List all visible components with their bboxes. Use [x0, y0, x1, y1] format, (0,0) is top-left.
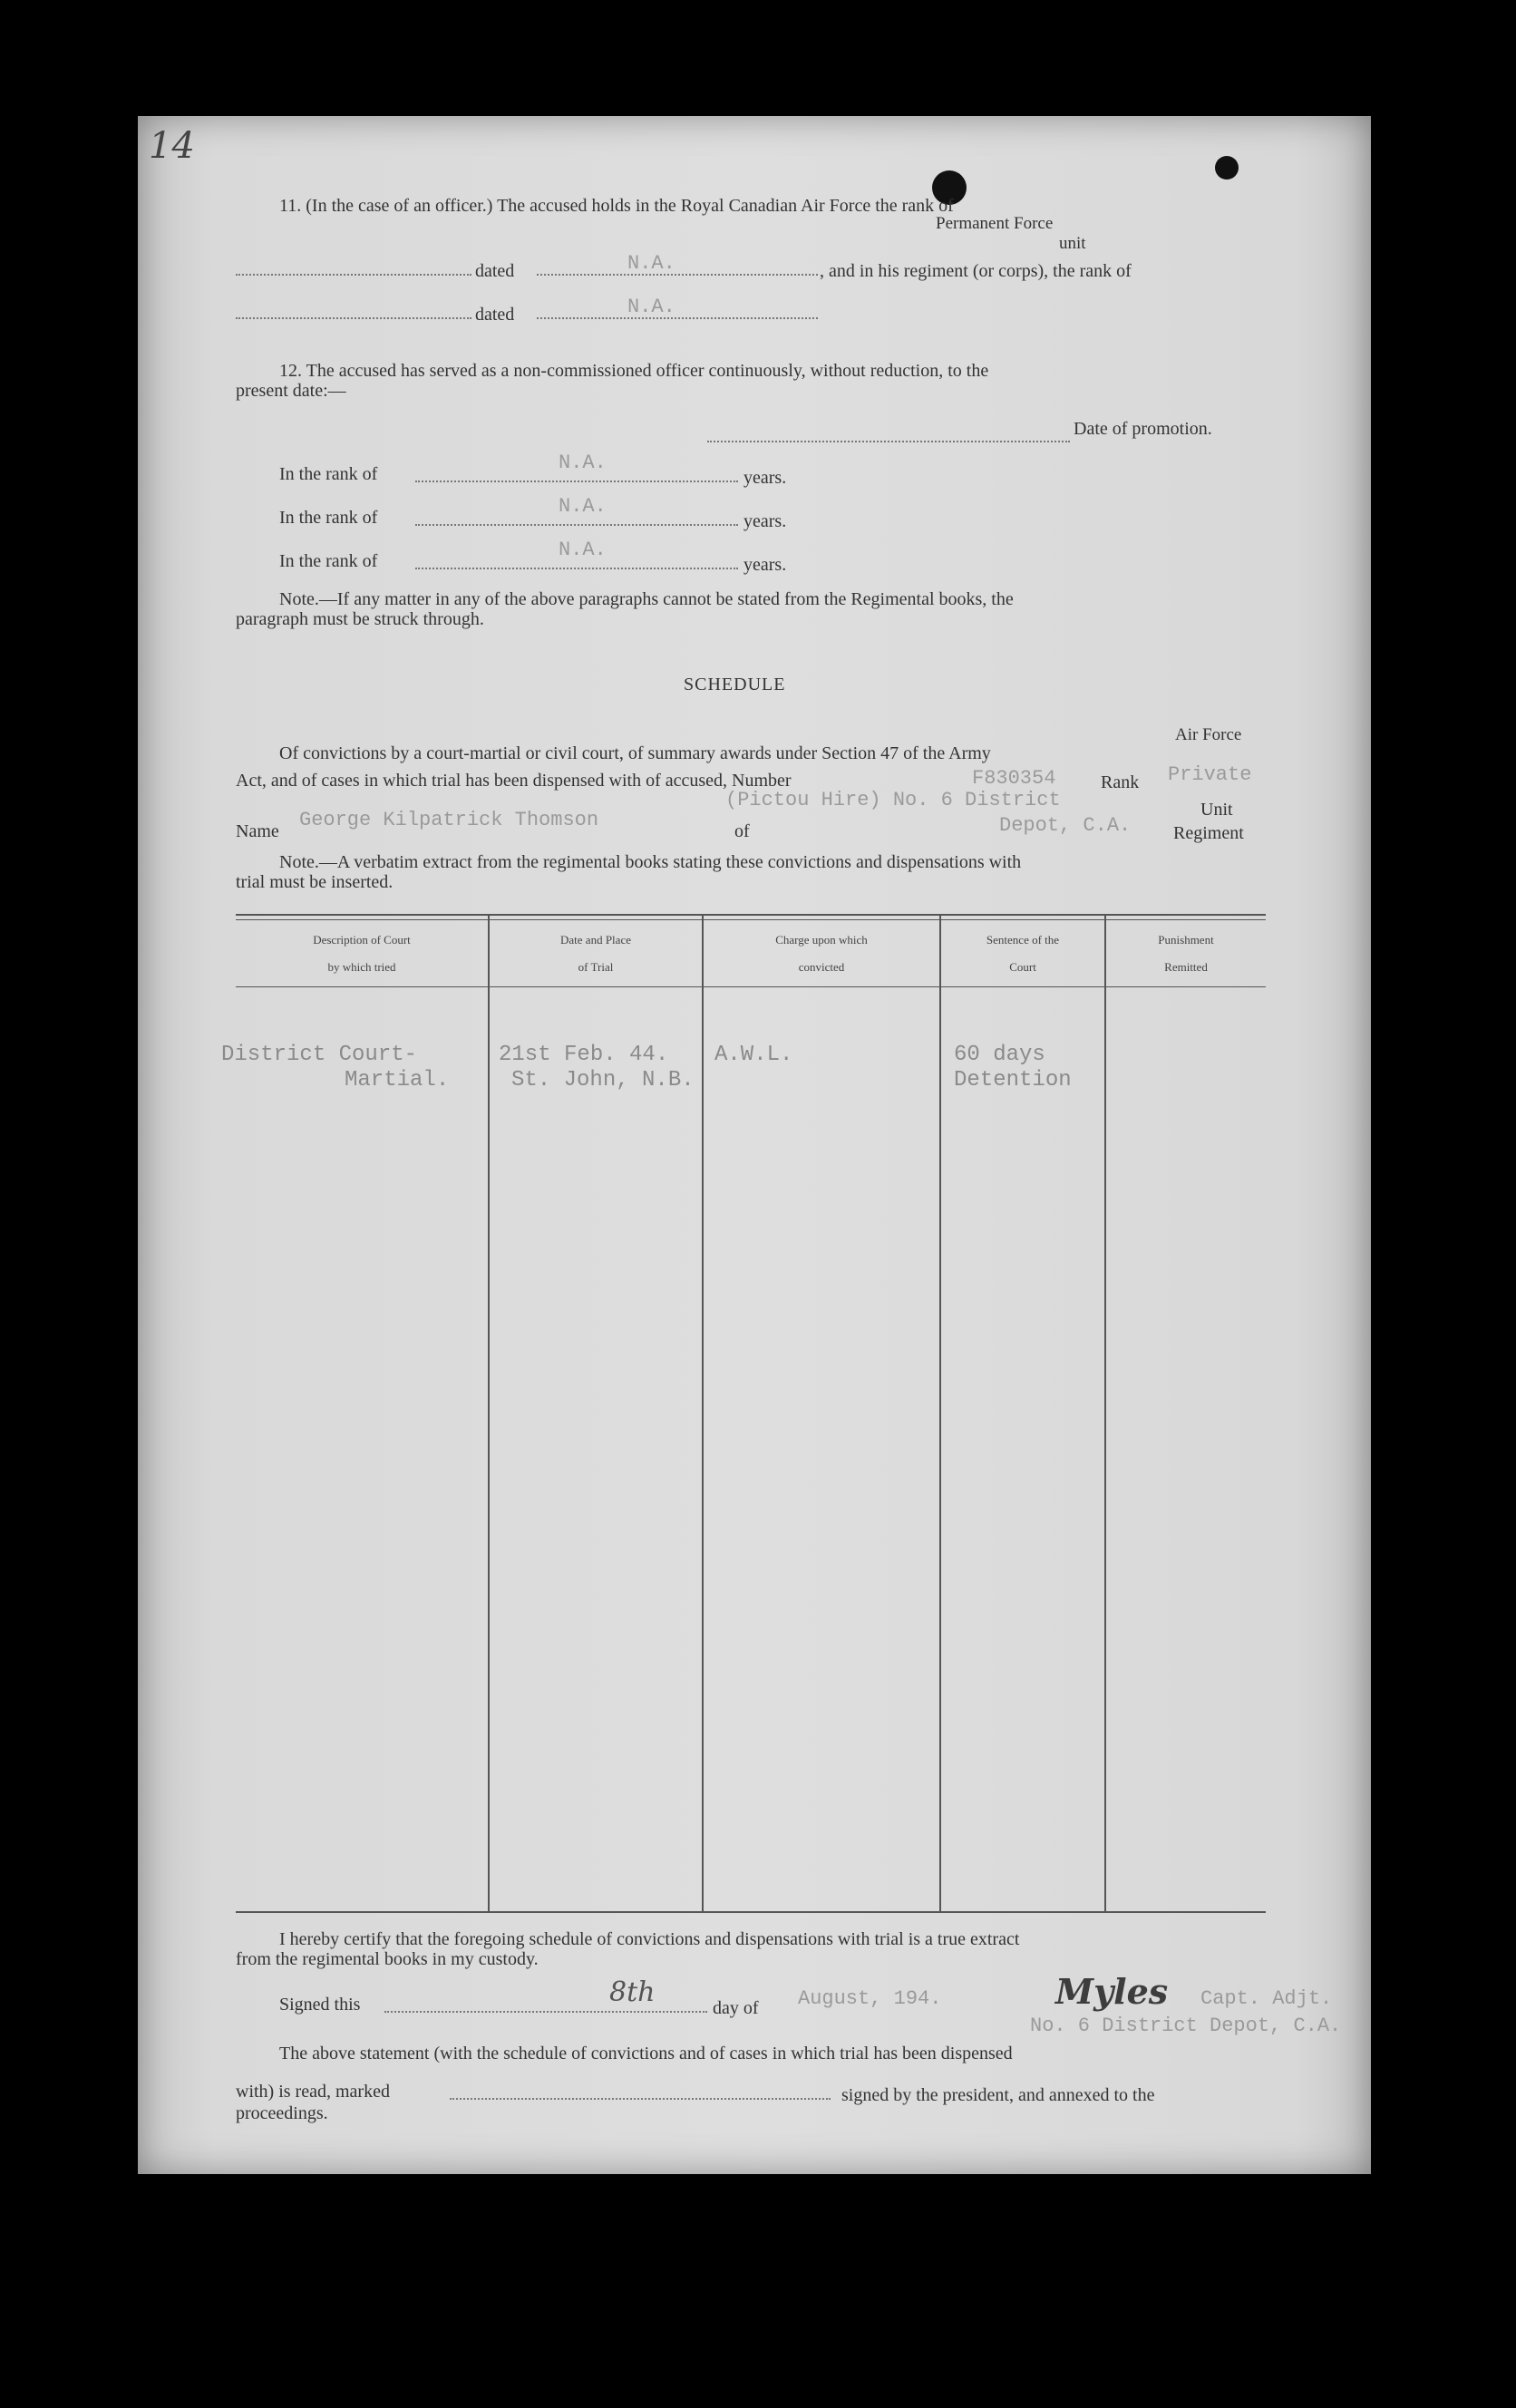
note1-line2: paragraph must be struck through.: [236, 609, 484, 629]
header-text: Charge upon which: [775, 933, 868, 947]
air-force-label: Air Force: [1175, 725, 1242, 744]
para11-dated-value: N.A.: [627, 252, 675, 275]
para11-dated2-value: N.A.: [627, 296, 675, 318]
rank-row-unit: years.: [743, 468, 787, 488]
dotted-line: [415, 481, 738, 482]
signature: Myles: [1055, 1971, 1169, 2012]
signed-label: Signed this: [279, 1995, 361, 2015]
document-page: [138, 116, 1371, 2174]
of-label: of: [734, 821, 750, 841]
para11-text: 11. (In the case of an officer.) The accused holds in the Royal Canadian Air Force the rank of: [279, 196, 954, 216]
header-text: Punishment: [1158, 933, 1214, 947]
court-description: Martial.: [345, 1068, 450, 1092]
dotted-line: [707, 441, 1070, 442]
name-label: Name: [236, 821, 279, 841]
schedule-heading: SCHEDULE: [684, 675, 786, 694]
para11-dated-label: dated: [475, 261, 515, 281]
header-text: Sentence of the: [986, 933, 1060, 947]
rank-row-label: In the rank of: [279, 464, 378, 484]
table-column-divider: [939, 914, 941, 1911]
rank-row-label: In the rank of: [279, 508, 378, 528]
regiment-label: Regiment: [1173, 823, 1244, 843]
rank-row-unit: years.: [743, 511, 787, 531]
accused-number: F830354: [972, 767, 1056, 790]
table-top-rule: [236, 914, 1266, 916]
header-text: Court: [1009, 960, 1036, 974]
table-column-divider: [702, 914, 704, 1911]
dotted-line: [415, 568, 738, 569]
certify-line2: from the regimental books in my custody.: [236, 1949, 539, 1969]
para12-line1: 12. The accused has served as a non-commissioned officer continuously, without reduction, to the: [279, 361, 989, 381]
header-text: by which tried: [327, 960, 396, 974]
table-header-remitted: [1106, 927, 1266, 981]
schedule-note-line2: trial must be inserted.: [236, 872, 394, 892]
charge: A.W.L.: [714, 1043, 793, 1067]
table-column-divider: [1104, 914, 1106, 1911]
date-of-promotion: Date of promotion.: [1074, 419, 1212, 439]
certify-line1: I hereby certify that the foregoing schedule of convictions and dispensations with trial is a true extract: [279, 1929, 1020, 1949]
table-top-rule: [236, 919, 1266, 920]
statement-line1: The above statement (with the schedule of convictions and of cases in which trial has been dispensed: [279, 2044, 1013, 2063]
table-header-sentence: [941, 927, 1104, 981]
signed-day: 8th: [609, 1976, 656, 2008]
page-number: 14: [149, 125, 195, 167]
rank-row-value: N.A.: [559, 452, 607, 474]
rank-value: Private: [1168, 763, 1252, 786]
table-bottom-rule: [236, 1911, 1266, 1913]
para11-permanent-force: Permanent Force: [936, 214, 1054, 233]
schedule-line1: Of convictions by a court-martial or civil court, of summary awards under Section 47 of the Army: [279, 743, 991, 763]
trial-place: St. John, N.B.: [511, 1068, 695, 1092]
punch-hole: [1215, 156, 1239, 180]
dotted-line: [415, 524, 738, 526]
header-text: Description of Court: [313, 933, 411, 947]
schedule-note-line1: Note.—A verbatim extract from the regimental books stating these convictions and dispensations with: [279, 852, 1022, 872]
statement-line2b: signed by the president, and annexed to the: [841, 2085, 1155, 2105]
signer-unit: No. 6 District Depot, C.A.: [1030, 2015, 1342, 2037]
header-text: convicted: [798, 960, 845, 974]
court-description: District Court-: [221, 1043, 418, 1067]
schedule-line2: Act, and of cases in which trial has been dispensed with of accused, Number: [236, 771, 792, 791]
unit-label: Unit: [1200, 800, 1233, 820]
depot-typed: Depot, C.A.: [999, 814, 1132, 837]
trial-date: 21st Feb. 44.: [499, 1043, 669, 1067]
table-header-court: [236, 927, 488, 981]
table-header-date: [490, 927, 702, 981]
table-column-divider: [488, 914, 490, 1911]
accused-name: George Kilpatrick Thomson: [299, 809, 599, 831]
day-of-label: day of: [713, 1998, 759, 2018]
para11-regiment-text: , and in his regiment (or corps), the rank of: [820, 261, 1132, 281]
rank-row-label: In the rank of: [279, 551, 378, 571]
unit-typed: (Pictou Hire) No. 6 District: [725, 789, 1061, 811]
header-text: Date and Place: [560, 933, 631, 947]
rank-row-value: N.A.: [559, 539, 607, 561]
para11-unit: unit: [1059, 234, 1086, 253]
dotted-line: [537, 317, 818, 319]
table-header-charge: [704, 927, 939, 981]
rank-row-unit: years.: [743, 555, 787, 575]
dotted-line: [236, 274, 471, 276]
header-text: of Trial: [578, 960, 614, 974]
dotted-line: [537, 274, 818, 276]
table-header-rule: [236, 986, 1266, 987]
dotted-line: [236, 317, 471, 319]
statement-line2a: with) is read, marked: [236, 2082, 390, 2102]
para12-line2: present date:—: [236, 381, 346, 401]
sentence: Detention: [954, 1068, 1072, 1092]
dotted-line: [384, 2011, 707, 2013]
dotted-line: [450, 2098, 831, 2100]
signer-title: Capt. Adjt.: [1200, 1987, 1333, 2010]
rank-row-value: N.A.: [559, 495, 607, 518]
note1-line1: Note.—If any matter in any of the above paragraphs cannot be stated from the Regimental books, the: [279, 589, 1014, 609]
statement-line3: proceedings.: [236, 2103, 328, 2123]
header-text: Remitted: [1164, 960, 1208, 974]
para11-dated2-label: dated: [475, 305, 515, 325]
sentence: 60 days: [954, 1043, 1045, 1067]
rank-label: Rank: [1101, 772, 1140, 792]
month-year: August, 194.: [798, 1987, 942, 2010]
